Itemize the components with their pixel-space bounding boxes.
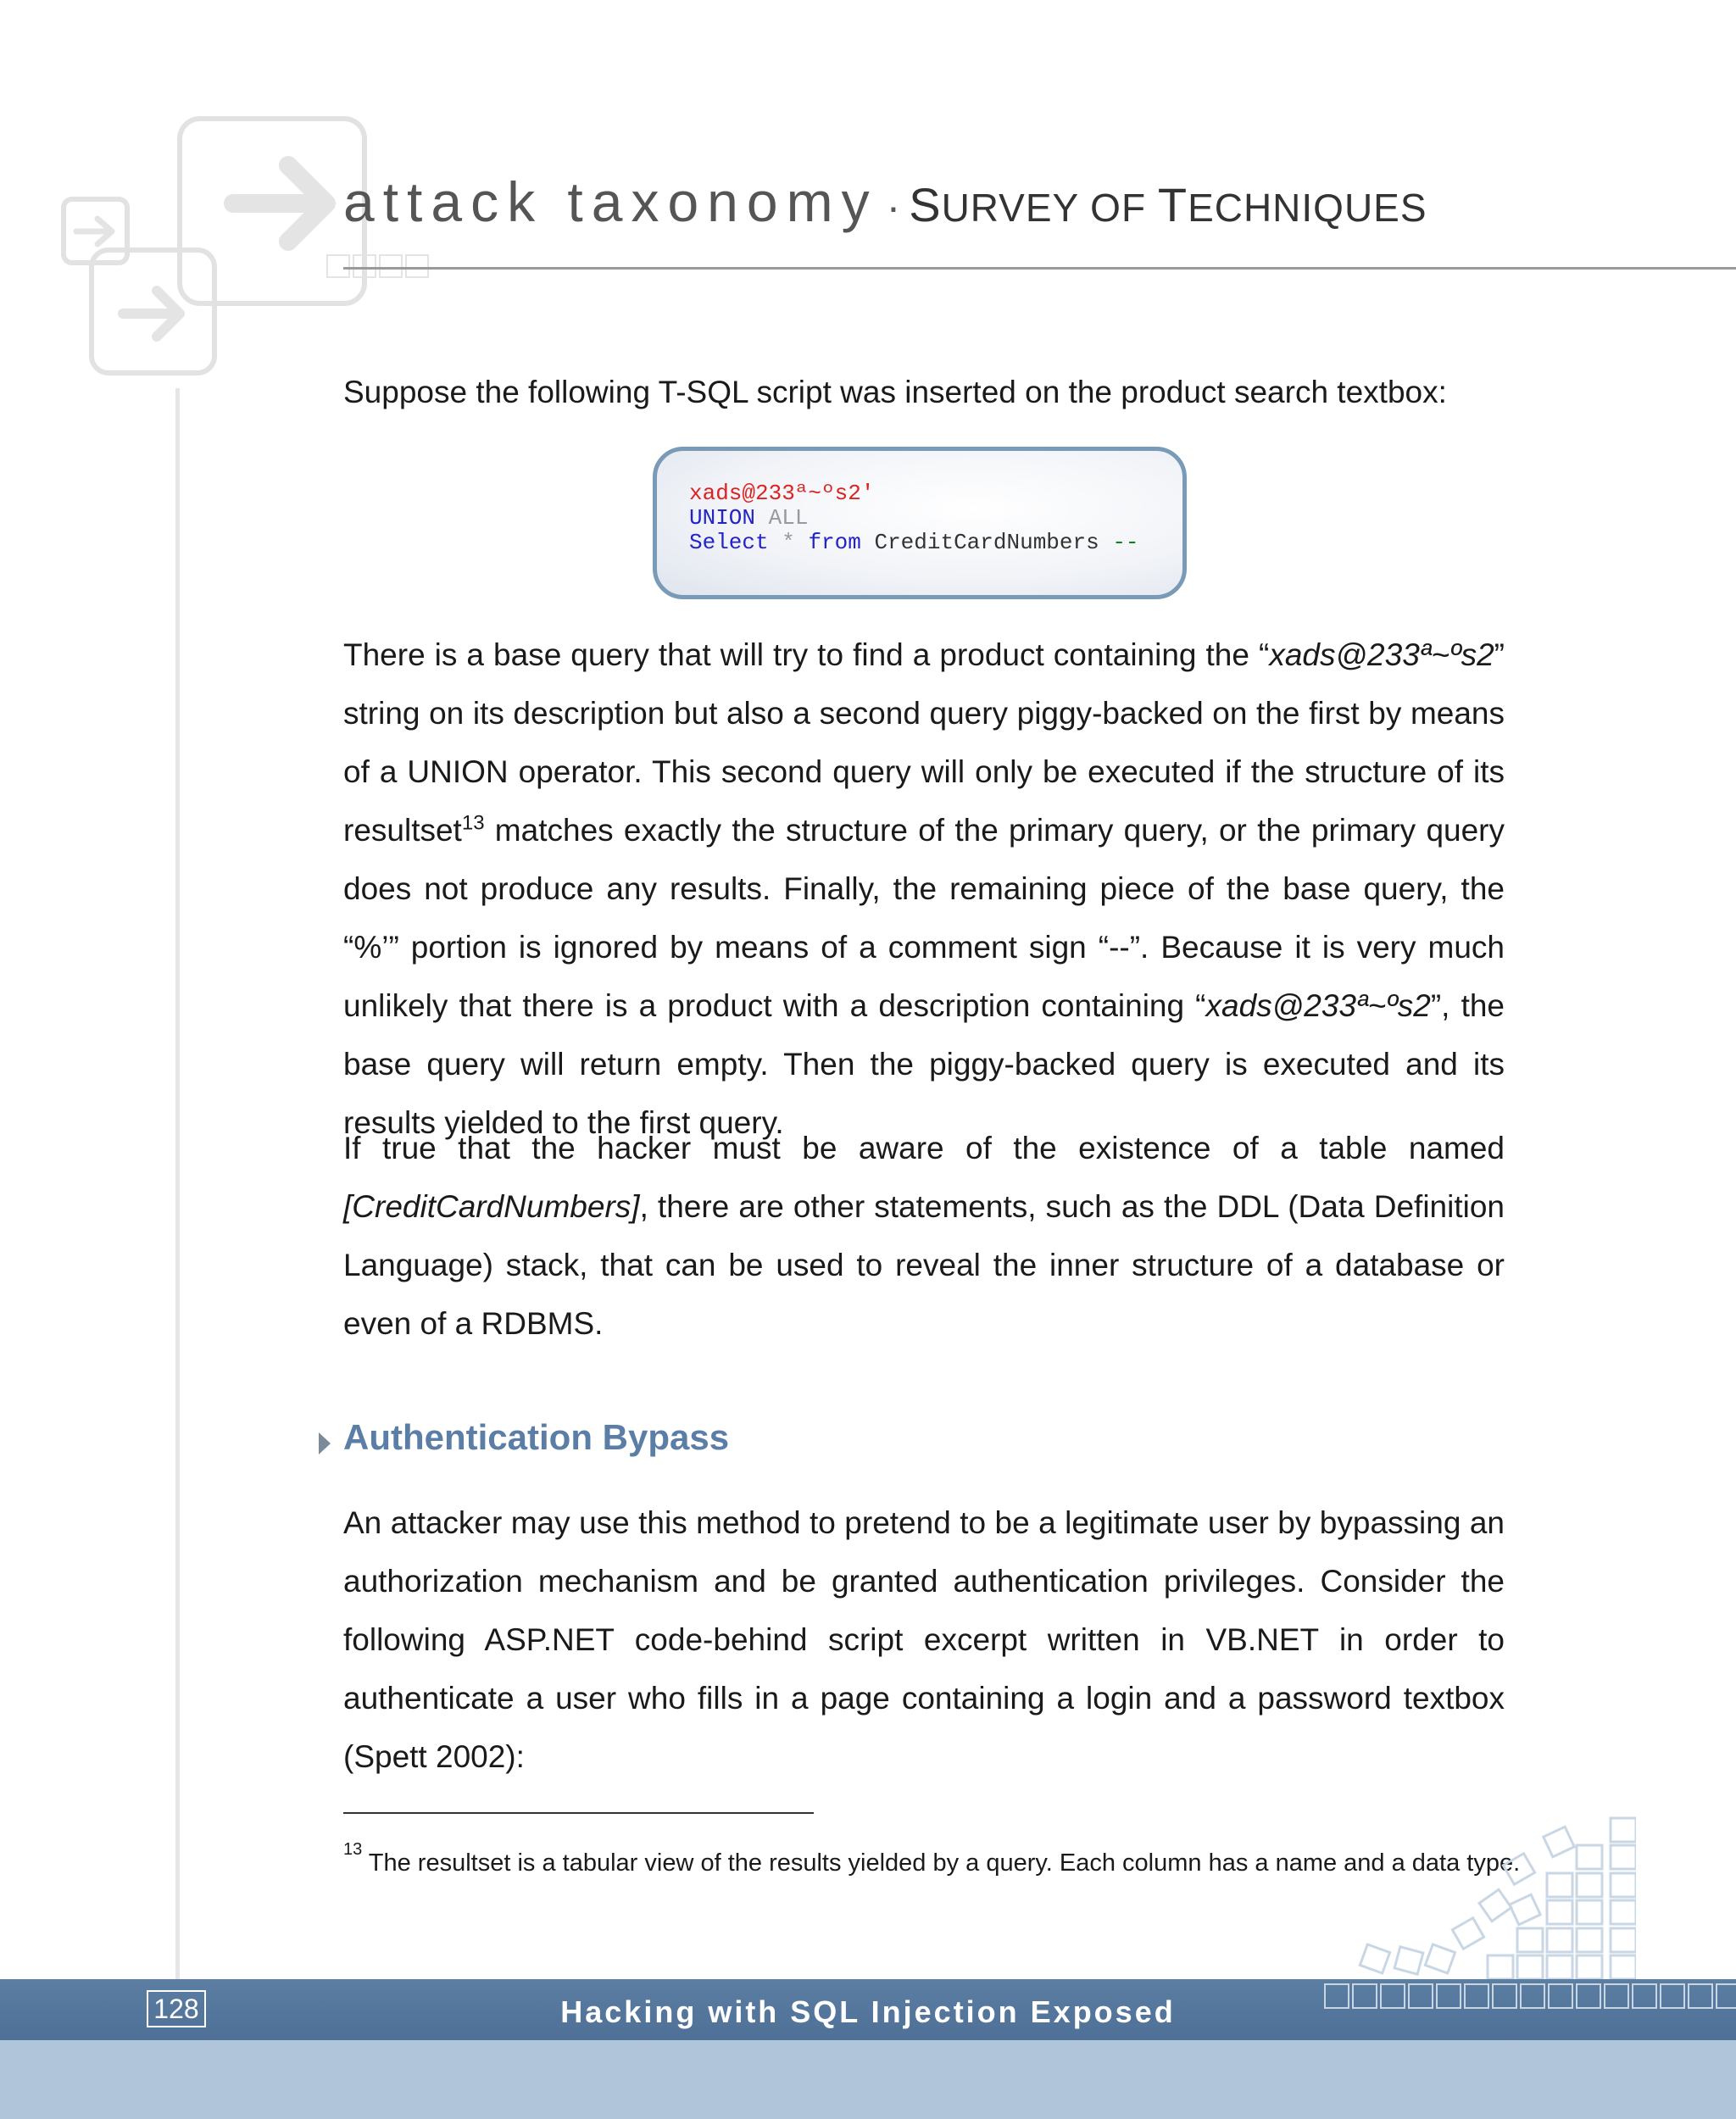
footnote: $^{13}$ The resultset is a tabular view of the results yielded by a query. Each column has a name and a data type. <box>343 1840 1521 1877</box>
header-squares-decoration <box>326 254 429 278</box>
code-line-3: Select * from CreditCardNumbers -- <box>689 530 1139 555</box>
arrow-boxes-decoration <box>51 106 398 386</box>
squares-grid-decoration <box>1322 1805 1636 2009</box>
book-title: Hacking with SQL Injection Exposed <box>560 1994 1176 2029</box>
header-subtitle: SURVEY OF TECHNIQUES <box>909 178 1427 231</box>
code-line-2: UNION ALL <box>689 505 809 531</box>
body-paragraph-1: There is a base query that will try to find a product containing the “xads@233ª~ºs2” string on its description but also a second query piggy-backed on the first by means of a UNION operator. This second query will only be executed if the structure of its resultset$^{13}$ matches exactly the structure of the primary query, or the primary query does not produce any results. Finally, the remaining piece of the base query, the “%’” portion is ignored by means of a comment sign “--”. Because it is very much unlikely that there is a product with a description containing “xads@233ª~ºs2”, the base query will return empty. Then the piggy-backed query is executed and its results yielded to the first query. <box>343 637 1505 1140</box>
body-paragraph-3: An attacker may use this method to pretend to be a legitimate user by bypassing an authorization mechanism and be granted authentication privileges. Consider the following ASP.NET code-behind script excerpt written in VB.NET in order to authenticate a user who fills in a page containing a login and a password textbox (Spett 2002): <box>343 1505 1505 1774</box>
bottom-band <box>0 2040 1736 2119</box>
code-line-1: xads@233ª~ºs2' <box>689 481 875 506</box>
header-rule <box>343 267 1736 270</box>
page-header-title <box>343 170 1427 234</box>
page-number: 128 <box>147 1990 206 2027</box>
code-snippet-box <box>653 447 1187 599</box>
header-section-name: attack taxonomy <box>343 170 878 233</box>
margin-vertical-line <box>175 388 180 1982</box>
footnote-divider <box>343 1812 814 1814</box>
header-separator: · <box>886 183 901 231</box>
body-paragraph-2: If true that the hacker must be aware of the existence of a table named [CreditCardNumbers], there are other statements, such as the DDL (Data Definition Language) stack, that can be used to reveal the inner structure of a database or even of a RDBMS. <box>343 1131 1505 1341</box>
section-marker-icon <box>319 1432 331 1454</box>
section-heading: Authentication Bypass <box>343 1417 730 1457</box>
footnote-reference: 13 <box>461 811 485 835</box>
intro-paragraph: Suppose the following T-SQL script was inserted on the product search textbox: <box>343 375 1447 409</box>
